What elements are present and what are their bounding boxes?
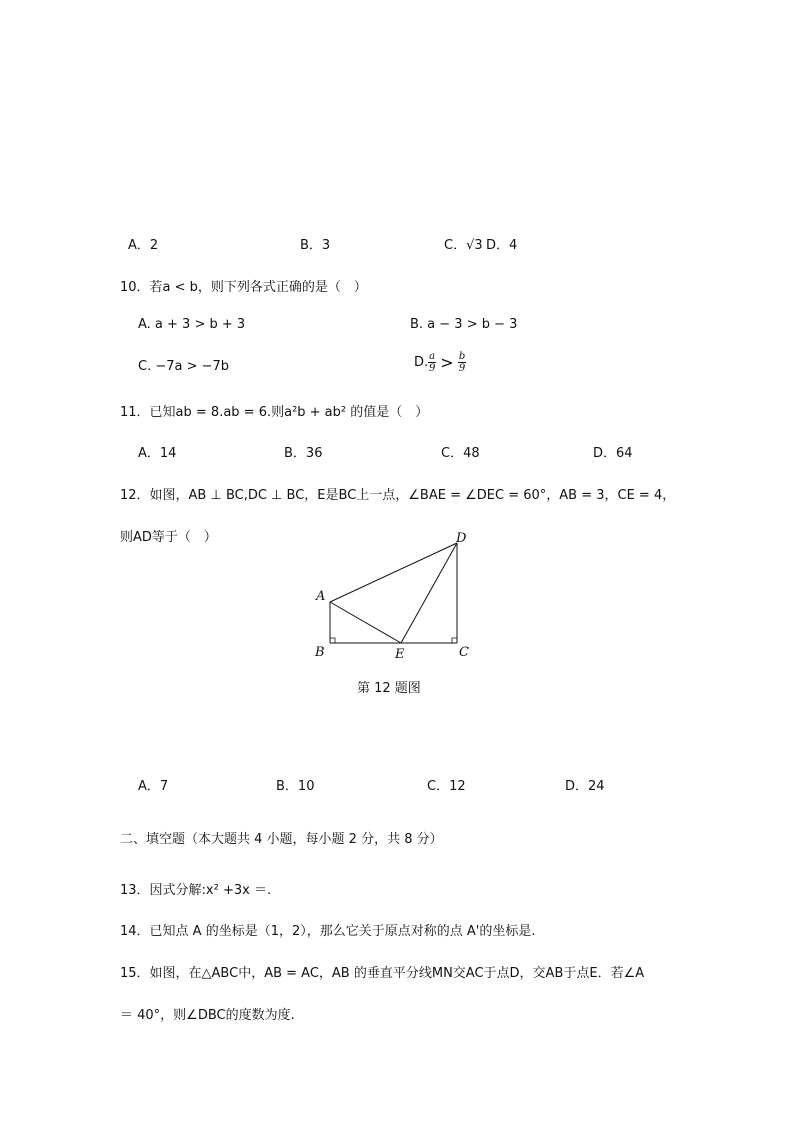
q12-option-c: C．12 — [427, 779, 466, 794]
point-label-c: C — [459, 645, 469, 660]
q9-option-d: D．4 — [486, 238, 518, 253]
q12-stem-line2: 则AD等于（ ） — [120, 530, 217, 545]
q15-line1: 15．如图，在△ABC中，AB = AC，AB 的垂直平分线MN交AC于点D，交AB于点E．若∠A — [120, 966, 645, 981]
q10-stem: 10．若a < b，则下列各式正确的是（ ） — [120, 280, 367, 295]
point-label-b: B — [315, 645, 325, 660]
q14: 14．已知点 A 的坐标是（1，2），那么它关于原点对称的点 A'的坐标是. — [120, 924, 536, 939]
q10-option-d-op: > — [440, 353, 454, 372]
section-heading: 二、填空题（本大题共 4 小题，每小题 2 分，共 8 分） — [120, 832, 443, 847]
point-label-a: A — [316, 589, 326, 604]
q10-option-d-label: D. — [414, 355, 429, 370]
q15-line2: ＝ 40°，则∠DBC的度数为度. — [120, 1008, 295, 1023]
q12-figure-caption: 第 12 题图 — [357, 681, 421, 696]
q10-lhs-num: a — [429, 351, 436, 362]
q10-option-d-rhs — [458, 351, 466, 374]
q12-option-b: B．10 — [276, 779, 315, 794]
q11-option-a: A．14 — [138, 446, 177, 461]
point-label-d: D — [456, 531, 467, 546]
q12-figure — [300, 525, 490, 665]
segment-de — [401, 543, 457, 643]
point-label-e: E — [395, 647, 405, 662]
q11-option-d: D．64 — [593, 446, 633, 461]
right-angle-mark-c — [452, 638, 457, 643]
q12-option-a: A．7 — [138, 779, 169, 794]
q10-rhs-den: 9 — [458, 363, 466, 374]
segment-ad — [330, 543, 457, 602]
q10-option-c: C. −7a > −7b — [138, 359, 230, 374]
q10-rhs-num: b — [458, 351, 466, 362]
q10-option-a: A. a + 3 > b + 3 — [138, 317, 246, 332]
q9-option-c: C．√3 — [444, 238, 483, 253]
segment-ae — [330, 602, 401, 643]
right-angle-mark-b — [330, 638, 335, 643]
q12-option-d: D．24 — [565, 779, 605, 794]
q10-option-d-lhs — [428, 351, 436, 374]
q13: 13．因式分解:x² +3x ＝. — [120, 883, 272, 898]
q12-stem: 12．如图，AB ⊥ BC,DC ⊥ BC，E是BC上一点，∠BAE = ∠DEC = 60°，AB = 3，CE = 4， — [120, 488, 676, 503]
q10-option-b: B. a − 3 > b − 3 — [410, 317, 518, 332]
q9-option-a: A．2 — [128, 238, 159, 253]
q11-option-b: B．36 — [284, 446, 323, 461]
q11-stem: 11．已知ab = 8.ab = 6.则a²b + ab² 的值是（ ） — [120, 405, 429, 420]
q9-option-b: B．3 — [300, 238, 331, 253]
q11-option-c: C．48 — [441, 446, 480, 461]
q10-lhs-den: 9 — [428, 363, 436, 374]
q10-option-d — [414, 351, 466, 374]
